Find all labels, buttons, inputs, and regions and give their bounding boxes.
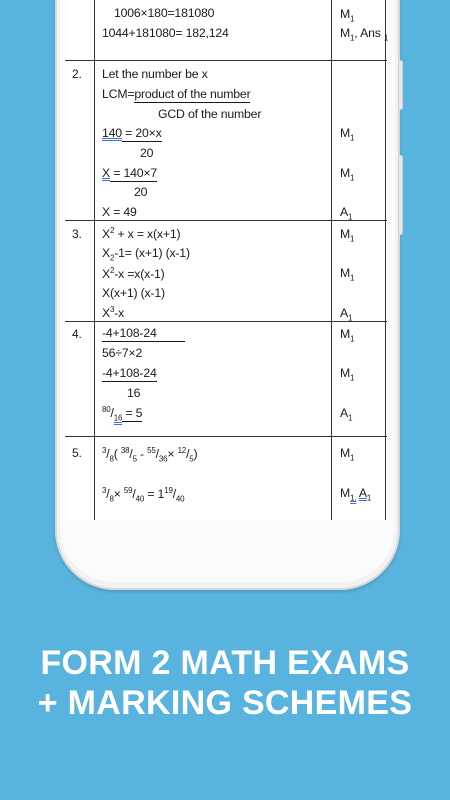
row1-line1: 1006×180=181080 <box>114 6 215 20</box>
row3-line1: $X^2 + x = x(x+1)$ <box>102 226 181 242</box>
row3-number: 3. <box>72 227 82 241</box>
row3-mark3: $A_1$ <box>340 306 353 323</box>
row3-mark2: $M_1$ <box>340 266 355 283</box>
row1-mark1: $M_1$ <box>340 7 355 24</box>
row1-mark2: $M_1$, Ans $_1$ <box>340 26 389 43</box>
row-divider <box>65 436 387 437</box>
row5-mark2: $M_{1,}$ $A_1$ <box>340 486 372 503</box>
row5-line2: $^3/_8\times ^{59}/_{40} = 1^{19}/_{40}$ <box>102 486 185 504</box>
table-border-left <box>94 0 95 520</box>
row2-mark1: $M_1$ <box>340 126 355 143</box>
row1-line2: 1044+181080= 182,124 <box>102 26 229 40</box>
row2-line3: GCD of the number <box>158 107 262 121</box>
row2-line4: 140 = 20×x <box>102 126 162 140</box>
row4-mark3: $A_1$ <box>340 406 353 423</box>
row3-line4: X(x+1) (x-1) <box>102 286 165 300</box>
table-border-middle <box>331 0 332 520</box>
row4-mark1: $M_1$ <box>340 327 355 344</box>
row4-mark2: $M_1$ <box>340 366 355 383</box>
row2-mark3: $A_1$ <box>340 205 353 222</box>
row2-line6: X = 140×7 <box>102 166 157 180</box>
table-border-right <box>385 0 386 520</box>
promo-caption-line2: + MARKING SCHEMES <box>37 684 413 722</box>
row5-line1: $^3/_8$( $^{38}/_5 - ^{55}/_{36}\times ^{12}/_5$) <box>102 446 198 464</box>
row5-mark1: $M_1$ <box>340 446 355 463</box>
row2-mark2: $M_1$ <box>340 166 355 183</box>
row4-line2: 56÷7×2 <box>102 346 143 360</box>
row4-line3: -4+108-24 <box>102 366 157 380</box>
row2-line1: Let the number be x <box>102 67 208 81</box>
row4-number: 4. <box>72 327 82 341</box>
row4-line1: -4+108-24 <box>102 326 185 340</box>
row3-line2: $X_2-1= (x+1)$ (x-1) <box>102 246 190 263</box>
row-divider <box>65 321 387 322</box>
row3-line5: $X^3-x$ <box>102 305 125 321</box>
row4-line5: $^{80}/_{16} = 5$ <box>102 405 143 423</box>
row2-line7: 20 <box>134 185 148 199</box>
volume-button <box>398 60 403 110</box>
row2-line5: 20 <box>140 146 154 160</box>
marking-scheme-table[interactable] <box>65 0 387 520</box>
row3-mark1: $M_1$ <box>340 227 355 244</box>
row2-line8: X = 49 <box>102 205 137 219</box>
row2-line2: LCM=product of the number <box>102 87 251 101</box>
row-divider <box>65 60 387 61</box>
row2-number: 2. <box>72 67 82 81</box>
power-button <box>398 155 403 235</box>
row5-number: 5. <box>72 446 82 460</box>
row4-line4: 16 <box>127 386 141 400</box>
row-divider <box>65 220 387 221</box>
row3-line3: $X^2-x =x(x-1)$ <box>102 266 165 282</box>
promo-caption-line1: FORM 2 MATH EXAMS <box>40 644 410 682</box>
